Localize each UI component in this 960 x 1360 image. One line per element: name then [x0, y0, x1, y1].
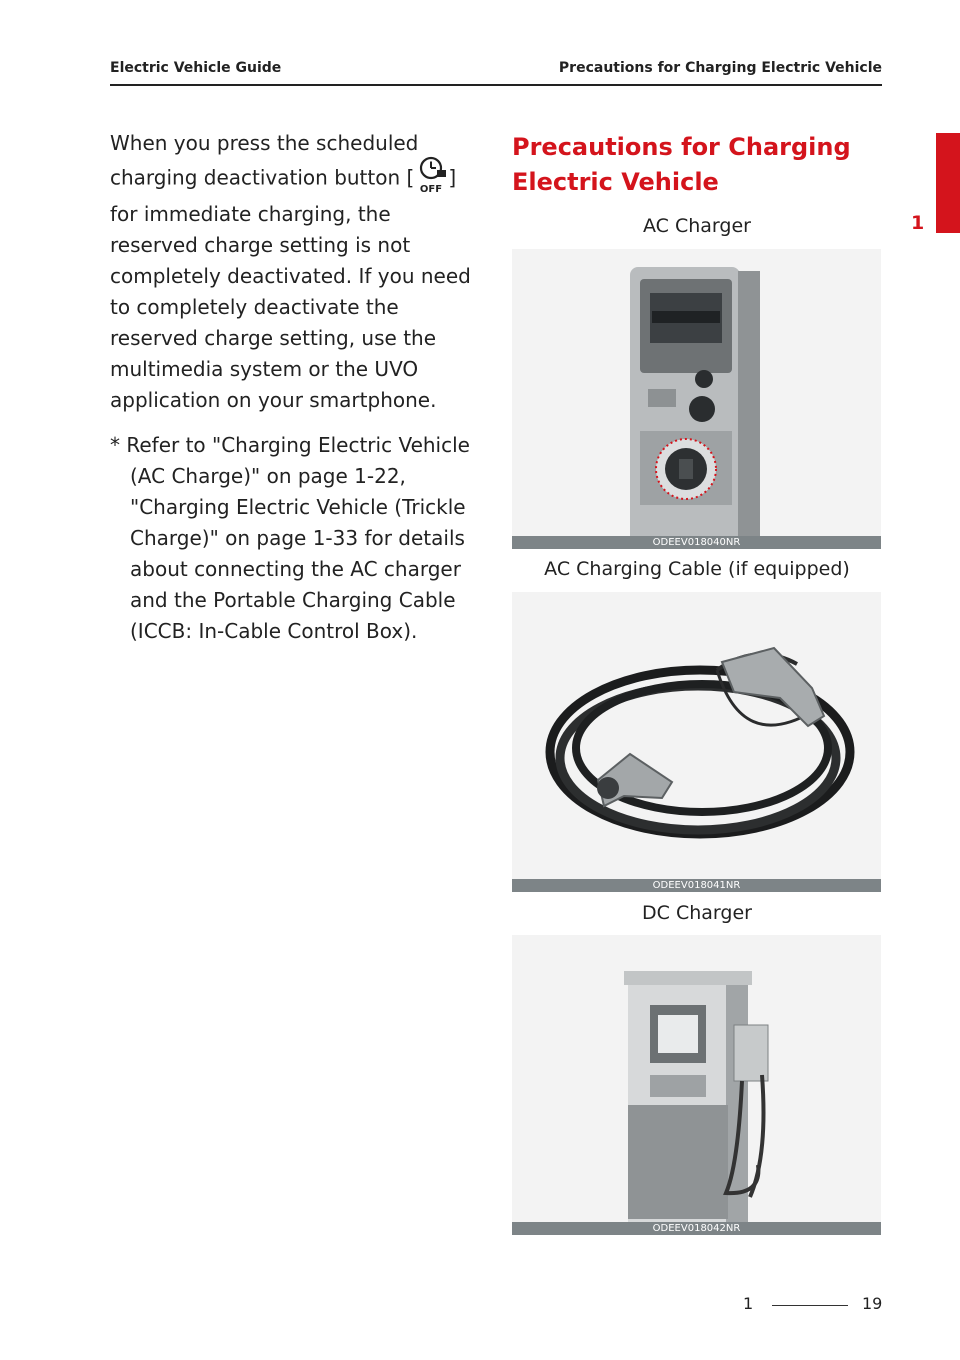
left-column [110, 128, 472, 647]
footer-chapter-number: 1 [743, 1294, 754, 1313]
figure-code-dc-charger: ODEEV018042NR [512, 1222, 881, 1235]
section-title: Precautions for Charging Electric Vehicle [512, 133, 851, 196]
paragraph-text-start: When you press the scheduled charging deactivation button [ [110, 131, 419, 190]
reference-note: * Refer to "Charging Electric Vehicle (AC Charge)" on page 1-22, "Charging Electric Vehicle (Trickle Charge)" on page 1-33 for details about connecting the AC charger and the Portable Charging Cable (ICCB: In-Cable Control Box). [110, 433, 470, 643]
chapter-tab-number: 1 [911, 212, 925, 234]
footer-rule [772, 1305, 848, 1306]
figure-caption-ac-charger: AC Charger [643, 215, 751, 237]
figure-ac-charger [512, 249, 881, 549]
scheduled-charging-paragraph [110, 128, 472, 416]
figure-caption-ac-cable: AC Charging Cable (if equipped) [544, 558, 850, 580]
figure-code-ac-cable: ODEEV018041NR [512, 879, 881, 892]
figure-ac-charging-cable [512, 592, 881, 892]
ac-cable-illustration [512, 592, 881, 892]
ac-charger-illustration [512, 249, 881, 549]
header-rule [110, 84, 882, 86]
figure-code-ac-charger: ODEEV018040NR [512, 536, 881, 549]
chapter-tab [936, 133, 960, 233]
paragraph-text-end: ] for immediate charging, the reserved charge setting is not completely deactivated. If you need to completely deactivate the reserved charge setting, use the multimedia system or the UVO application on your smartphone. [110, 165, 471, 412]
header-section-title: Precautions for Charging Electric Vehicle [558, 60, 882, 76]
charging-timer-off-icon [414, 155, 448, 195]
dc-charger-illustration [512, 935, 881, 1235]
figure-dc-charger [512, 935, 881, 1235]
header-guide-title: Electric Vehicle Guide [110, 60, 282, 76]
icon-off-label: OFF [420, 184, 443, 195]
figure-caption-dc-charger: DC Charger [642, 902, 752, 924]
footer-page-number: 19 [862, 1294, 883, 1313]
